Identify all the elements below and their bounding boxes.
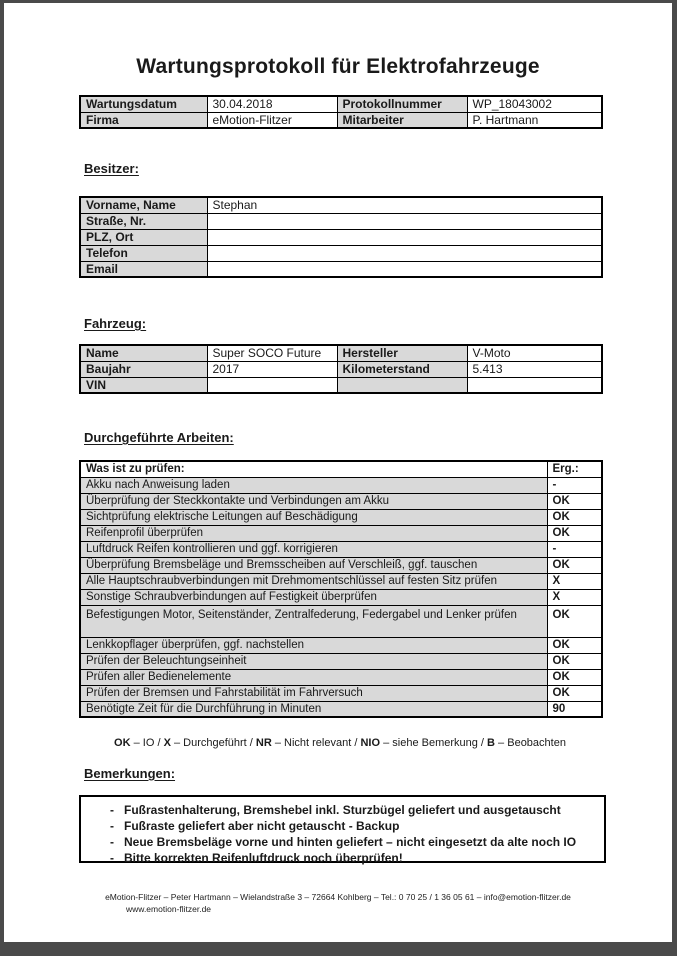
- field-value-baujahr: 2017: [207, 361, 337, 377]
- result-cell: OK: [547, 653, 602, 669]
- field-value-mitarbeiter: P. Hartmann: [467, 112, 602, 128]
- table-row: [80, 96, 602, 112]
- task-cell: Prüfen aller Bedienelemente: [80, 669, 547, 685]
- field-label-strasse: Straße, Nr.: [80, 213, 207, 229]
- field-value-fahrzeugname: Super SOCO Future: [207, 345, 337, 361]
- task-cell: Lenkkopflager überprüfen, ggf. nachstellen: [80, 637, 547, 653]
- remarks-box: [79, 795, 606, 863]
- legend-desc: siehe Bemerkung: [392, 737, 478, 749]
- task-cell: Sichtprüfung elektrische Leitungen auf Beschädigung: [80, 509, 547, 525]
- remark-item: [81, 850, 604, 866]
- task-cell: Alle Hauptschraubverbindungen mit Drehmomentschlüssel auf festen Sitz prüfen: [80, 573, 547, 589]
- legend-term: NR: [255, 737, 272, 749]
- bullet-dash: -: [110, 819, 114, 833]
- legend-dash: –: [380, 737, 393, 749]
- remark-text: Fußraste geliefert aber nicht getauscht - Backup: [124, 819, 400, 833]
- legend-term: X: [163, 737, 171, 749]
- section-heading-arbeiten: Durchgeführte Arbeiten:: [84, 430, 234, 445]
- table-row: [80, 213, 602, 229]
- field-value-hersteller: V-Moto: [467, 345, 602, 361]
- field-label-telefon: Telefon: [80, 245, 207, 261]
- table-row: [80, 509, 602, 525]
- remark-text: Neue Bremsbeläge vorne und hinten geliefert – nicht eingesetzt da alte noch IO: [124, 835, 577, 849]
- bullet-dash: -: [110, 851, 114, 865]
- table-header-row: [80, 461, 602, 477]
- remark-item: [81, 834, 604, 850]
- result-cell: OK: [547, 605, 602, 637]
- table-row: [80, 345, 602, 361]
- page-title: Wartungsprotokoll für Elektrofahrzeuge: [136, 55, 540, 78]
- field-value-vin: [207, 377, 337, 393]
- legend-dash: –: [271, 737, 285, 749]
- field-value-kilometerstand: 5.413: [467, 361, 602, 377]
- field-label-baujahr: Baujahr: [80, 361, 207, 377]
- table-row: [80, 361, 602, 377]
- table-row: [80, 229, 602, 245]
- task-cell: Sonstige Schraubverbindungen auf Festigkeit überprüfen: [80, 589, 547, 605]
- table-row: [80, 701, 602, 717]
- task-cell: Überprüfung der Steckkontakte und Verbindungen am Akku: [80, 493, 547, 509]
- field-value-name: Stephan: [207, 197, 602, 213]
- legend-desc: Nicht relevant: [284, 737, 352, 749]
- field-value-wartungsdatum: 30.04.2018: [207, 96, 337, 112]
- legend-dash: –: [170, 737, 184, 749]
- result-cell: X: [547, 573, 602, 589]
- field-label-plz-ort: PLZ, Ort: [80, 229, 207, 245]
- task-cell: Akku nach Anweisung laden: [80, 477, 547, 493]
- table-row: [80, 669, 602, 685]
- legend-desc: Beobachten: [507, 737, 566, 749]
- table-row: [80, 605, 602, 637]
- field-label-empty: [337, 377, 467, 393]
- bullet-dash: -: [110, 835, 114, 849]
- legend-term: OK: [114, 737, 131, 749]
- field-label-firma: Firma: [80, 112, 207, 128]
- table-row: [80, 637, 602, 653]
- result-cell: OK: [547, 509, 602, 525]
- field-value-email: [207, 261, 602, 277]
- result-cell: OK: [547, 685, 602, 701]
- field-value-protokollnummer: WP_18043002: [467, 96, 602, 112]
- task-cell: Überprüfung Bremsbeläge und Bremsscheiben auf Verschleiß, ggf. tauschen: [80, 557, 547, 573]
- remark-text: Bitte korrekten Reifenluftdruck noch überprüfen!: [124, 851, 403, 865]
- table-row: [80, 477, 602, 493]
- owner-table: [79, 196, 603, 278]
- footer-website: www.emotion-flitzer.de: [126, 904, 212, 914]
- field-label-email: Email: [80, 261, 207, 277]
- task-cell: Luftdruck Reifen kontrollieren und ggf. korrigieren: [80, 541, 547, 557]
- legend-dash: –: [130, 737, 143, 749]
- field-label-kilometerstand: Kilometerstand: [337, 361, 467, 377]
- legend-separator: /: [477, 737, 488, 749]
- result-cell: -: [547, 541, 602, 557]
- column-header-task: Was ist zu prüfen:: [80, 461, 547, 477]
- bullet-dash: -: [110, 803, 114, 817]
- result-cell: OK: [547, 669, 602, 685]
- protocol-header-table: [79, 95, 603, 129]
- footer-contact-line: eMotion-Flitzer – Peter Hartmann – Wielandstraße 3 – 72664 Kohlberg – Tel.: 0 70 25 / 1 36 05 61 – info@emotion-flitzer.de: [105, 892, 571, 902]
- result-cell: -: [547, 477, 602, 493]
- legend-separator: /: [246, 737, 256, 749]
- table-row: [80, 493, 602, 509]
- table-row: [80, 112, 602, 128]
- field-label-name: Vorname, Name: [80, 197, 207, 213]
- field-label-fahrzeugname: Name: [80, 345, 207, 361]
- table-row: [80, 261, 602, 277]
- field-value-telefon: [207, 245, 602, 261]
- task-cell: Befestigungen Motor, Seitenständer, Zentralfederung, Federgabel und Lenker prüfen: [80, 605, 547, 637]
- table-row: [80, 377, 602, 393]
- field-label-hersteller: Hersteller: [337, 345, 467, 361]
- result-cell: OK: [547, 493, 602, 509]
- remark-item: [81, 802, 604, 818]
- field-label-protokollnummer: Protokollnummer: [337, 96, 467, 112]
- table-row: [80, 573, 602, 589]
- legend-separator: /: [154, 737, 164, 749]
- task-cell: Prüfen der Beleuchtungseinheit: [80, 653, 547, 669]
- result-cell: OK: [547, 637, 602, 653]
- table-row: [80, 541, 602, 557]
- task-cell: Prüfen der Bremsen und Fahrstabilität im Fahrversuch: [80, 685, 547, 701]
- field-value-plz-ort: [207, 229, 602, 245]
- legend-dash: –: [495, 737, 508, 749]
- result-legend: [79, 737, 601, 749]
- table-row: [80, 653, 602, 669]
- section-heading-bemerkungen: Bemerkungen:: [84, 766, 176, 781]
- field-value-empty: [467, 377, 602, 393]
- document-page: [4, 3, 672, 942]
- legend-term: NIO: [360, 737, 381, 749]
- table-row: [80, 685, 602, 701]
- legend-desc: Durchgeführt: [183, 737, 247, 749]
- section-heading-besitzer: Besitzer:: [84, 161, 139, 176]
- task-cell: Reifenprofil überprüfen: [80, 525, 547, 541]
- remark-item: [81, 818, 604, 834]
- section-heading-fahrzeug: Fahrzeug:: [84, 316, 147, 331]
- work-checklist-table: [79, 460, 603, 718]
- legend-separator: /: [351, 737, 361, 749]
- result-cell: 90: [547, 701, 602, 717]
- field-label-vin: VIN: [80, 377, 207, 393]
- legend-term: B: [487, 737, 495, 749]
- legend-desc: IO: [142, 737, 155, 749]
- field-value-firma: eMotion-Flitzer: [207, 112, 337, 128]
- result-cell: OK: [547, 557, 602, 573]
- table-row: [80, 557, 602, 573]
- task-cell: Benötigte Zeit für die Durchführung in Minuten: [80, 701, 547, 717]
- table-row: [80, 197, 602, 213]
- column-header-result: Erg.:: [547, 461, 602, 477]
- vehicle-table: [79, 344, 603, 394]
- table-row: [80, 589, 602, 605]
- table-row: [80, 245, 602, 261]
- result-cell: OK: [547, 525, 602, 541]
- field-label-mitarbeiter: Mitarbeiter: [337, 112, 467, 128]
- field-label-wartungsdatum: Wartungsdatum: [80, 96, 207, 112]
- field-value-strasse: [207, 213, 602, 229]
- result-cell: X: [547, 589, 602, 605]
- table-row: [80, 525, 602, 541]
- remark-text: Fußrastenhalterung, Bremshebel inkl. Sturzbügel geliefert und ausgetauscht: [124, 803, 561, 817]
